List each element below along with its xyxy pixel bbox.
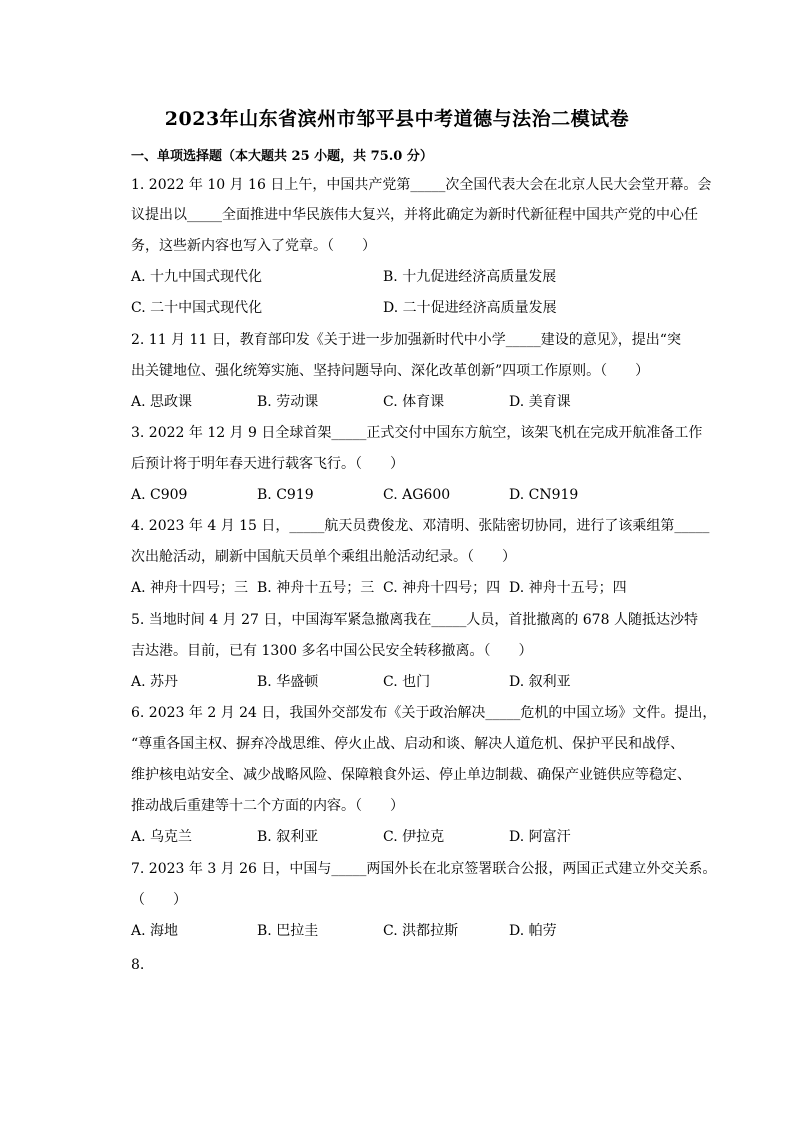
question-4-option-d: D. 神舟十五号；四 <box>509 580 627 596</box>
question-2-option-c: C. 体育课 <box>383 394 445 410</box>
question-3-option-d: D. CN919 <box>509 487 579 503</box>
question-3-line-1: 3. 2022 年 12 月 9 日全球首架_____正式交付中国东方航空，该架飞机在完成开航准备工作 <box>131 425 703 441</box>
question-1-line-1: 1. 2022 年 10 月 16 日上午，中国共产党第_____次全国代表大会在北京人民大会堂开幕。会 <box>131 177 712 193</box>
question-1-option-d: D. 二十促进经济高质量发展 <box>383 300 557 316</box>
question-6-option-c: C. 伊拉克 <box>383 829 445 845</box>
question-3-option-b: B. C919 <box>257 487 314 503</box>
question-3-option-c: C. AG600 <box>383 487 451 503</box>
question-4-line-2: 次出舱活动，刷新中国航天员单个乘组出舱活动纪录。（ ） <box>131 549 516 565</box>
question-1-option-b: B. 十九促进经济高质量发展 <box>383 269 557 285</box>
question-1-line-2: 议提出以_____全面推进中华民族伟大复兴，并将此确定为新时代新征程中国共产党的中心任 <box>131 207 698 223</box>
question-5-option-a: A. 苏丹 <box>131 674 179 690</box>
question-1-option-a: A. 十九中国式现代化 <box>131 269 263 285</box>
question-4-option-b: B. 神舟十五号；三 <box>257 580 375 596</box>
question-6-line-2: “尊重各国主权、摒弃冷战思维、停火止战、启动和谈、解决人道危机、保护平民和战俘、 <box>131 736 685 752</box>
section-heading: 一、单项选择题（本大题共 25 小题，共 75.0 分） <box>131 149 433 164</box>
question-5-line-2: 吉达港。目前，已有 1300 多名中国公民安全转移撤离。（ ） <box>131 643 533 659</box>
question-4-option-a: A. 神舟十四号；三 <box>131 580 249 596</box>
question-2-option-a: A. 思政课 <box>131 394 193 410</box>
question-6-line-1: 6. 2023 年 2 月 24 日，我国外交部发布《关于政治解决_____危机的中国立场》文件。提出， <box>131 705 717 721</box>
question-5-option-c: C. 也门 <box>383 674 431 690</box>
question-7-line-1: 7. 2023 年 3 月 26 日，中国与_____两国外长在北京签署联合公报，两国正式建立外交关系。 <box>131 861 717 877</box>
question-5-line-1: 5. 当地时间 4 月 27 日，中国海军紧急撤离我在_____人员，首批撤离的 678 人随抵达沙特 <box>131 612 698 628</box>
question-6-option-a: A. 乌克兰 <box>131 829 193 845</box>
question-3-option-a: A. C909 <box>131 487 188 503</box>
question-7-option-c: C. 洪都拉斯 <box>383 923 459 939</box>
question-2-line-1: 2. 11 月 11 日，教育部印发《关于进一步加强新时代中小学_____建设的意见》，提出“突 <box>131 332 681 348</box>
question-2-option-b: B. 劳动课 <box>257 394 319 410</box>
question-1-option-c: C. 二十中国式现代化 <box>131 300 263 316</box>
question-4-option-c: C. 神舟十四号；四 <box>383 580 501 596</box>
question-5-option-d: D. 叙利亚 <box>509 674 571 690</box>
question-6-line-3: 维护核电站安全、减少战略风险、保障粮食外运、停止单边制裁、确保产业链供应等稳定、 <box>131 767 691 783</box>
question-6-option-b: B. 叙利亚 <box>257 829 319 845</box>
question-2-option-d: D. 美育课 <box>509 394 571 410</box>
question-3-line-2: 后预计将于明年春天进行载客飞行。（ ） <box>131 456 404 472</box>
question-7-option-b: B. 巴拉圭 <box>257 923 319 939</box>
question-1-line-3: 务，这些新内容也写入了党章。（ ） <box>131 238 376 254</box>
question-7-option-d: D. 帕劳 <box>509 923 557 939</box>
question-5-option-b: B. 华盛顿 <box>257 674 319 690</box>
question-4-line-1: 4. 2023 年 4 月 15 日，_____航天员费俊龙、邓清明、张陆密切协同，进行了该乘组第_____ <box>131 518 710 534</box>
question-6-line-4: 推动战后重建等十二个方面的内容。（ ） <box>131 798 404 814</box>
question-7-line-2: （ ） <box>131 892 187 908</box>
page-title: 2023年山东省滨州市邹平县中考道德与法治二模试卷 <box>164 108 630 130</box>
question-6-option-d: D. 阿富汗 <box>509 829 571 845</box>
question-7-option-a: A. 海地 <box>131 923 179 939</box>
question-2-line-2: 出关键地位、强化统筹实施、坚持问题导向、深化改革创新”四项工作原则。（ ） <box>131 363 650 379</box>
question-8-line-1: 8. <box>131 957 145 973</box>
